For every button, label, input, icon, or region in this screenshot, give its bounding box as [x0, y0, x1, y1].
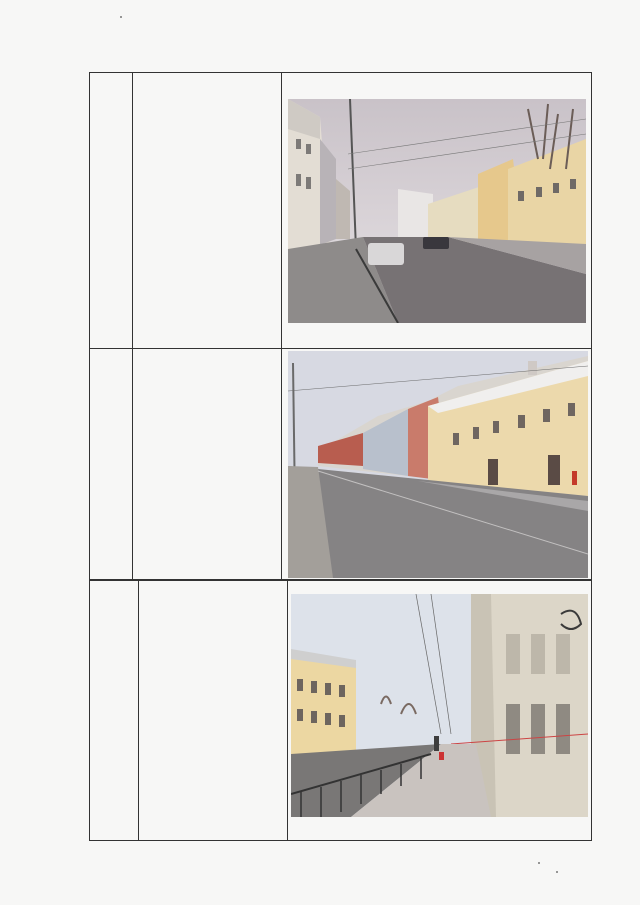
row-number — [90, 580, 138, 840]
street-photo — [288, 99, 586, 323]
table-row — [89, 348, 592, 581]
street-photo — [291, 594, 588, 817]
table-row — [89, 579, 592, 841]
row-description — [139, 580, 287, 840]
row-number — [90, 349, 132, 580]
street-photo — [288, 351, 588, 578]
row-description — [133, 73, 281, 348]
row-description — [133, 349, 281, 580]
row-number — [90, 73, 132, 348]
table-row — [89, 72, 592, 349]
